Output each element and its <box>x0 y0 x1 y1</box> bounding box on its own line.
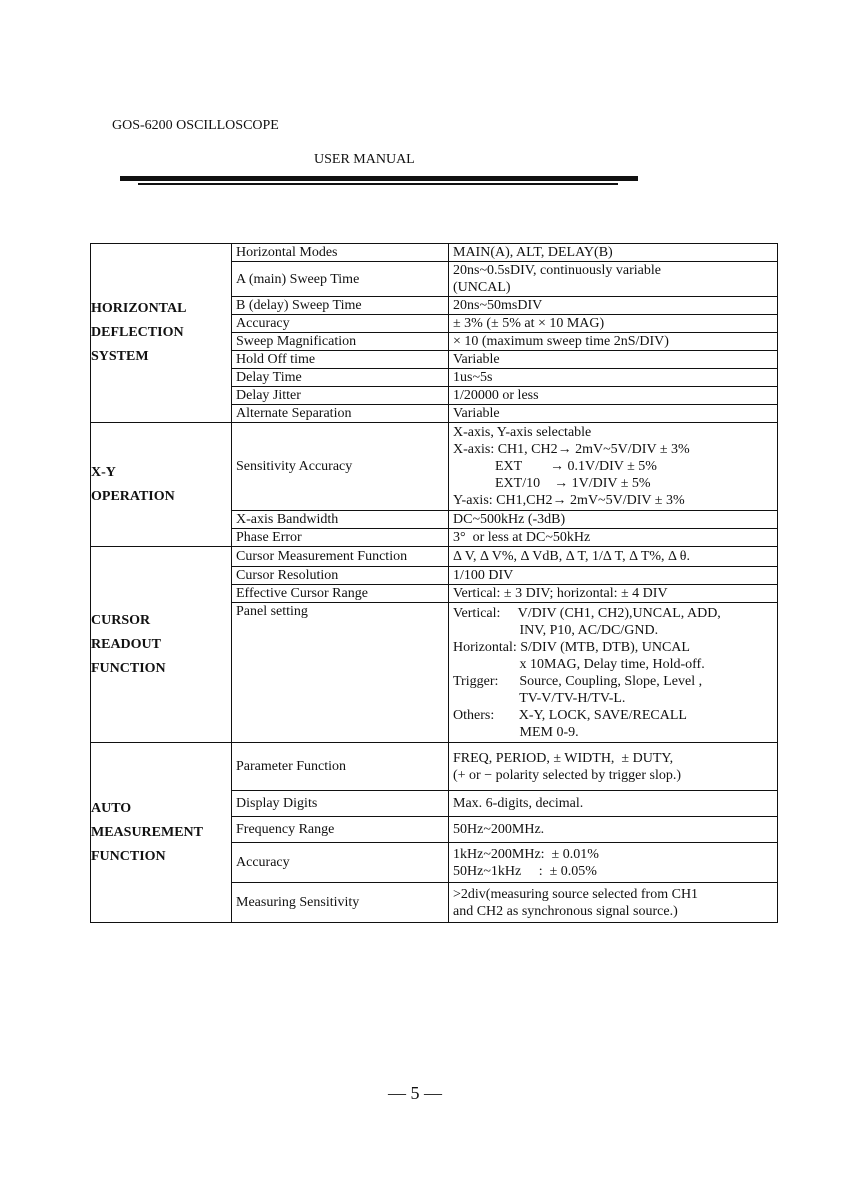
spec-parameter: Frequency Range <box>232 817 449 843</box>
spec-value: Variable <box>449 351 778 369</box>
spec-parameter: Delay Jitter <box>232 387 449 405</box>
spec-parameter: Cursor Measurement Function <box>232 547 449 567</box>
spec-value: 1/20000 or less <box>449 387 778 405</box>
spec-parameter: Measuring Sensitivity <box>232 883 449 923</box>
spec-parameter: Sensitivity Accuracy <box>232 423 449 511</box>
spec-value: DC~500kHz (-3dB) <box>449 511 778 529</box>
document-manual-title: USER MANUAL <box>314 152 415 167</box>
spec-value: 1us~5s <box>449 369 778 387</box>
spec-value: 3° or less at DC~50kHz <box>449 529 778 547</box>
spec-value: 1/100 DIV <box>449 567 778 585</box>
section-category-line: DEFLECTION <box>91 325 184 340</box>
section-category <box>91 423 232 547</box>
spec-parameter: Display Digits <box>232 791 449 817</box>
spec-parameter: Cursor Resolution <box>232 567 449 585</box>
spec-value: 20ns~50msDIV <box>449 297 778 315</box>
section-category-line: READOUT <box>91 636 162 652</box>
spec-parameter: X-axis Bandwidth <box>232 511 449 529</box>
section-category-line: HORIZONTAL <box>91 301 187 316</box>
spec-row <box>91 547 778 567</box>
section-category-line: FUNCTION <box>91 660 166 676</box>
spec-value: × 10 (maximum sweep time 2nS/DIV) <box>449 333 778 351</box>
spec-value: Max. 6-digits, decimal. <box>449 791 778 817</box>
spec-value: Δ V, Δ V%, Δ VdB, Δ T, 1/Δ T, Δ T%, Δ θ. <box>449 547 778 567</box>
section-category <box>91 244 232 423</box>
spec-value: FREQ, PERIOD, ± WIDTH, ± DUTY, (+ or − polarity selected by trigger slop.) <box>449 743 778 791</box>
section-category-line: FUNCTION <box>91 848 166 864</box>
section-category-line: AUTO <box>91 800 132 816</box>
spec-value: 20ns~0.5sDIV, continuously variable (UNCAL) <box>449 262 778 297</box>
page-number: — 5 — <box>388 1083 442 1103</box>
section-category-line: OPERATION <box>91 488 175 504</box>
spec-value: Vertical: V/DIV (CH1, CH2),UNCAL, ADD, INV, P10, AC/DC/GND. Horizontal: S/DIV (MTB, DTB), UNCAL x 10MAG, Delay time, Hold-off. Trigger: Source, Coupling, Slope, Level , TV-V/TV-H/TV-L. Others: X-Y, LOCK, SAVE/RECALL MEM 0-9. <box>449 603 778 743</box>
spec-value: 50Hz~200MHz. <box>449 817 778 843</box>
spec-parameter: Delay Time <box>232 369 449 387</box>
section-category <box>91 743 232 923</box>
spec-parameter: Accuracy <box>232 315 449 333</box>
spec-parameter: Phase Error <box>232 529 449 547</box>
spec-value: MAIN(A), ALT, DELAY(B) <box>449 244 778 262</box>
spec-parameter: Alternate Separation <box>232 405 449 423</box>
spec-value: 1kHz~200MHz: ± 0.01% 50Hz~1kHz : ± 0.05% <box>449 843 778 883</box>
spec-value: Vertical: ± 3 DIV; horizontal: ± 4 DIV <box>449 585 778 603</box>
section-category-line: MEASUREMENT <box>91 824 204 840</box>
specification-table <box>90 243 778 923</box>
spec-value: Variable <box>449 405 778 423</box>
section-category-line: CURSOR <box>91 612 151 628</box>
spec-parameter: B (delay) Sweep Time <box>232 297 449 315</box>
spec-value: ± 3% (± 5% at × 10 MAG) <box>449 315 778 333</box>
section-category-line: X-Y <box>91 464 116 480</box>
spec-parameter: Sweep Magnification <box>232 333 449 351</box>
spec-parameter: Horizontal Modes <box>232 244 449 262</box>
spec-parameter: Accuracy <box>232 843 449 883</box>
spec-row <box>91 743 778 791</box>
spec-parameter: Panel setting <box>232 603 449 743</box>
section-category-line: SYSTEM <box>91 349 149 364</box>
spec-row <box>91 423 778 511</box>
document-model-title: GOS-6200 OSCILLOSCOPE <box>112 118 279 133</box>
spec-parameter: A (main) Sweep Time <box>232 262 449 297</box>
spec-parameter: Effective Cursor Range <box>232 585 449 603</box>
spec-value: X-axis, Y-axis selectable X-axis: CH1, CH2→ 2mV~5V/DIV ± 3% EXT → 0.1V/DIV ± 5% EXT/10 → 1V/DIV ± 5% Y-axis: CH1,CH2→ 2mV~5V/DIV ± 3% <box>449 423 778 511</box>
section-category <box>91 547 232 743</box>
spec-parameter: Hold Off time <box>232 351 449 369</box>
spec-row <box>91 244 778 262</box>
spec-parameter: Parameter Function <box>232 743 449 791</box>
spec-value: >2div(measuring source selected from CH1 and CH2 as synchronous signal source.) <box>449 883 778 923</box>
header-rule-thin <box>138 183 618 185</box>
header-rule <box>120 176 638 181</box>
